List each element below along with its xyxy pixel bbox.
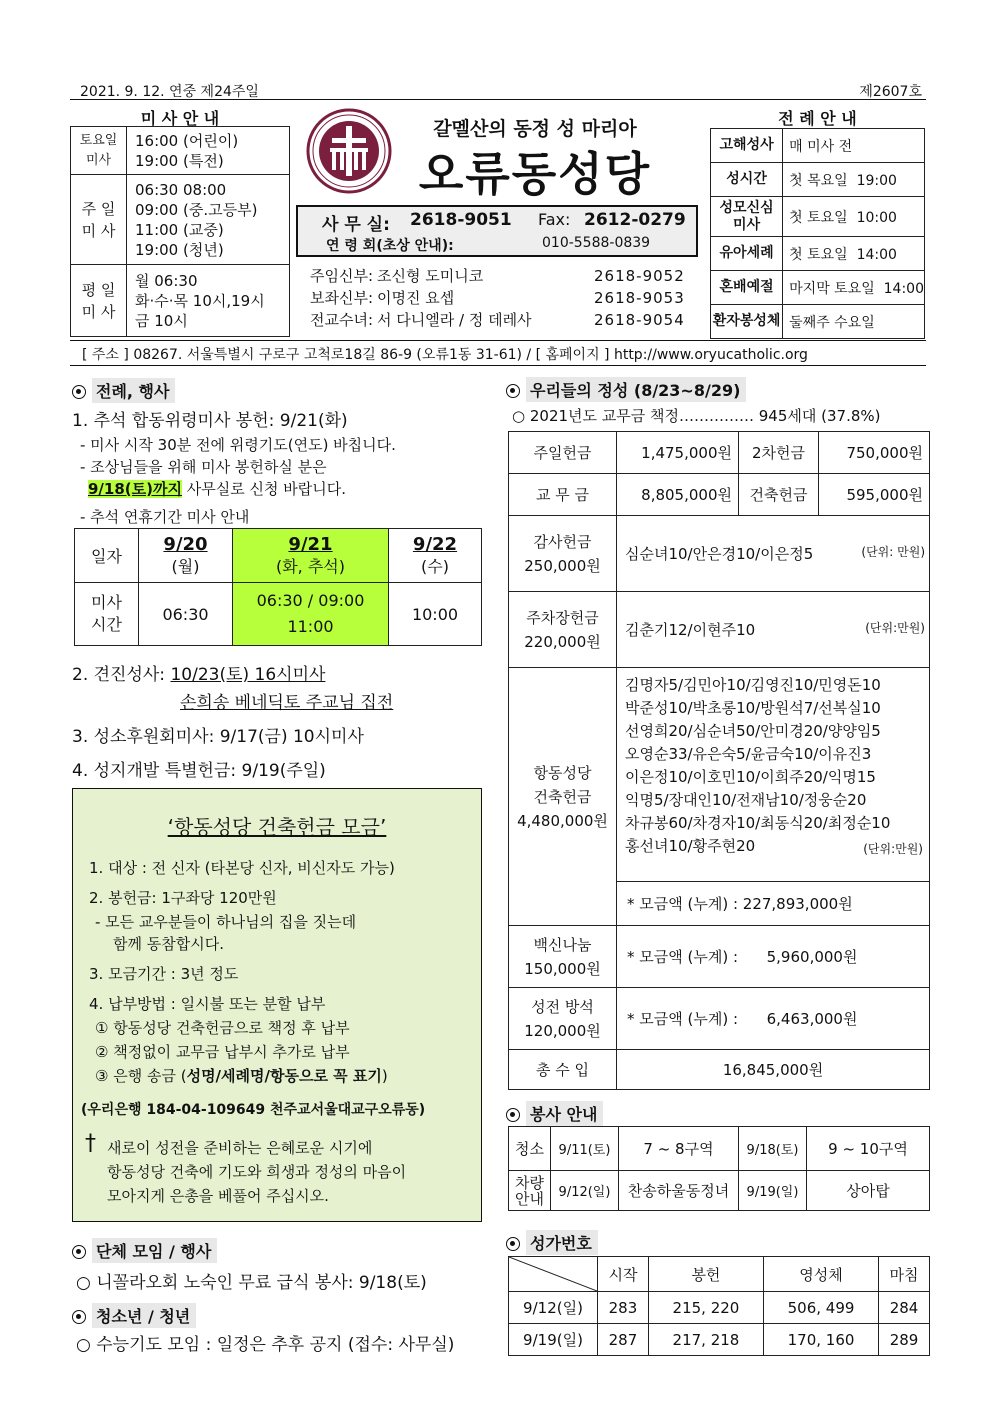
item2: 2. 견진성사: 10/23(토) 16시미사 bbox=[72, 665, 326, 685]
office-phone: 2618-9051 bbox=[410, 210, 512, 230]
chuseok-mass-table bbox=[74, 528, 482, 646]
shrine-value: * 모금액 (누계) : 6,463,000원 bbox=[617, 988, 930, 1050]
mass-times: 16:00 (어린이) 19:00 (특전) bbox=[127, 127, 290, 175]
income-value: 16,845,000원 bbox=[617, 1050, 930, 1090]
box-line: - 모든 교우분들이 하나님의 집을 짓는데 bbox=[95, 913, 357, 931]
mass-label: 주 일 미 사 bbox=[71, 175, 127, 265]
section-title: 봉사 안내 bbox=[526, 1101, 603, 1126]
donor-line: 오영순33/유은숙5/윤금숙10/이유진3 bbox=[625, 745, 872, 763]
chuseok-time: 10:00 bbox=[389, 583, 482, 646]
thanks-value: 심순녀10/안은경10/이은정5 (단위: 만원) bbox=[617, 516, 930, 592]
hymn-corner bbox=[509, 1257, 598, 1292]
mass-label: 평 일 미 사 bbox=[71, 265, 127, 337]
staff-role: 전교수녀: bbox=[310, 311, 374, 329]
office-box bbox=[296, 205, 698, 257]
staff-phone: 2618-9054 bbox=[594, 311, 685, 329]
donor-line: 홍선녀10/황주현20 bbox=[625, 837, 756, 855]
hymn-header: 영성체 bbox=[763, 1257, 878, 1292]
liturgy-label: 유아세례 bbox=[711, 237, 783, 271]
box-title: ‘항동성당 건축헌금 모금’ bbox=[167, 815, 387, 839]
box-line: ③ 은행 송금 (성명/세례명/항동으로 꼭 표기) bbox=[95, 1067, 388, 1085]
item3: 3. 성소후원회미사: 9/17(금) 10시미사 bbox=[72, 727, 364, 747]
section-groups bbox=[72, 1238, 217, 1263]
box-line: 2. 봉헌금: 1구좌당 120만원 bbox=[89, 889, 277, 907]
hymn-number: 287 bbox=[598, 1324, 649, 1356]
staff-row bbox=[310, 309, 705, 331]
service-cell: 찬송하울동정녀 bbox=[619, 1171, 739, 1211]
donor-line: 이은정10/이호민10/이희주20/익명15 bbox=[625, 768, 876, 786]
section-liturgy-events bbox=[72, 378, 175, 403]
fax-number: 2612-0279 bbox=[584, 210, 686, 230]
hymn-header: 마침 bbox=[879, 1257, 930, 1292]
vaccine-value: * 모금액 (누계) : 5,960,000원 bbox=[617, 926, 930, 988]
item1-line3 bbox=[88, 478, 346, 499]
chuseok-day: 9/20 (월) bbox=[139, 529, 233, 583]
liturgy-value: 매 미사 전 bbox=[783, 129, 925, 163]
hymn-header: 시작 bbox=[598, 1257, 649, 1292]
box-line: 1. 대상 : 전 신자 (타본당 신자, 비신자도 가능) bbox=[89, 859, 395, 877]
staff-role: 보좌신부: bbox=[310, 289, 374, 307]
funeral-label: 연 령 회(초상 안내): bbox=[326, 238, 454, 254]
section-offering bbox=[506, 377, 746, 402]
staff-name: 이명진 요셉 bbox=[377, 289, 455, 307]
liturgy-value: 둘째주 수요일 bbox=[783, 305, 925, 339]
item1-line2: - 조상님들을 위해 미사 봉헌하실 분은 bbox=[80, 458, 327, 476]
service-cell: 9/11(토) bbox=[551, 1127, 619, 1171]
parish-subtitle: 갈멜산의 동정 성 마리아 bbox=[433, 118, 637, 140]
bullet-icon bbox=[506, 1108, 520, 1122]
liturgy-label: 성시간 bbox=[711, 163, 783, 197]
address-bar bbox=[70, 340, 926, 366]
date-line bbox=[70, 80, 926, 100]
building-fund-box bbox=[72, 788, 482, 1222]
staff-name: 조신형 도미니코 bbox=[377, 267, 484, 285]
offering-label: 교 무 금 bbox=[509, 474, 617, 516]
box-line: 3. 모금기간 : 3년 정도 bbox=[89, 965, 239, 983]
vaccine-label: 백신나눔 150,000원 bbox=[509, 926, 617, 988]
chuseok-header-label: 일자 bbox=[75, 529, 139, 583]
offering-value: 8,805,000원 bbox=[617, 474, 739, 516]
donor-line: 차규봉60/차경자10/최동식20/최정순10 bbox=[625, 814, 891, 832]
funeral-phone: 010-5588-0839 bbox=[542, 235, 651, 251]
staff-row bbox=[310, 287, 705, 309]
item1-line1: - 미사 시작 30분 전에 위령기도(연도) 바칩니다. bbox=[80, 436, 396, 454]
offering-value: 1,475,000원 bbox=[617, 432, 739, 474]
mass-times: 06:30 08:00 09:00 (중.고등부) 11:00 (교중) 19:00 (청년) bbox=[127, 175, 290, 265]
liturgy-label: 환자봉성체 bbox=[711, 305, 783, 339]
item1-title: 1. 추석 합동위령미사 봉헌: 9/21(화) bbox=[72, 411, 348, 431]
hymn-header: 봉헌 bbox=[648, 1257, 763, 1292]
shrine-label: 성전 방석 120,000원 bbox=[509, 988, 617, 1050]
box-line: ② 책정없이 교무금 납부시 추가로 납부 bbox=[95, 1043, 350, 1061]
hymn-number: 284 bbox=[879, 1292, 930, 1324]
item1-line4: - 추석 연휴기간 미사 안내 bbox=[80, 508, 250, 526]
mass-label: 토요일 미사 bbox=[71, 127, 127, 175]
office-label: 사 무 실: bbox=[322, 215, 390, 235]
service-cell: 9/18(토) bbox=[739, 1127, 807, 1171]
box-line: 4. 납부방법 : 일시불 또는 분할 납부 bbox=[89, 995, 326, 1013]
staff-role: 주임신부: bbox=[310, 267, 374, 285]
fax-label: Fax: bbox=[538, 210, 571, 229]
section-youth bbox=[72, 1303, 196, 1328]
service-cell: 9/12(일) bbox=[551, 1171, 619, 1211]
hymn-number: 170, 160 bbox=[763, 1324, 878, 1356]
box-message: 모아지게 은총을 베풀어 주십시오. bbox=[107, 1187, 329, 1205]
service-cell: 9 ~ 10구역 bbox=[807, 1127, 930, 1171]
parking-value: 김춘기12/이현주10 (단위:만원) bbox=[617, 592, 930, 668]
youth-item: ○ 수능기도 모임 : 일정은 추후 공지 (접수: 사무실) bbox=[76, 1335, 455, 1355]
liturgy-value: 마지막 토요일 14:00 bbox=[783, 271, 925, 305]
mass-times: 월 06:30 화·수·목 10시,19시 금 10시 bbox=[127, 265, 290, 337]
hangdong-total: * 모금액 (누계) : 227,893,000원 bbox=[617, 882, 930, 926]
address-text: [ 주소 ] 08267. 서울특별시 구로구 고척로18길 86-9 (오류1동 31-61) / [ 홈페이지 ] http://www.oryucatholic.org bbox=[82, 347, 808, 363]
section-title: 청소년 / 청년 bbox=[92, 1303, 196, 1328]
liturgy-value: 첫 토요일 10:00 bbox=[783, 197, 925, 237]
groups-item: ○ 니꼴라오회 노숙인 무료 급식 봉사: 9/18(토) bbox=[76, 1273, 427, 1293]
section-title: 우리들의 정성 (8/23~8/29) bbox=[526, 377, 746, 402]
hangdong-donors: 김명자5/김민아10/김영진10/민영돈10 박준성10/박초롱10/방원석7/선복실10 선영희20/심순녀50/안미경20/양양임5 오영순33/유은숙5/윤금숙10/이유진3 이은정10/이호민10/이희주20/익명15 익명5/장대인10/전재남10/정웅순20 차규봉60/차경자10/최동식20/최정순10 홍선녀10/황주현20 (단위:만원) bbox=[617, 668, 930, 882]
hymn-date: 9/12(일) bbox=[509, 1292, 598, 1324]
service-type: 청소 bbox=[509, 1127, 551, 1171]
staff-phone: 2618-9053 bbox=[594, 289, 685, 307]
box-message: 항동성당 건축에 기도와 희생과 정성의 마음이 bbox=[107, 1163, 407, 1181]
chuseok-time: 06:30 / 09:00 11:00 bbox=[233, 583, 389, 646]
hymn-number: 289 bbox=[879, 1324, 930, 1356]
liturgy-label: 혼배예절 bbox=[711, 271, 783, 305]
chuseok-day: 9/22 (수) bbox=[389, 529, 482, 583]
offering-value: 595,000원 bbox=[819, 474, 930, 516]
box-message: 새로이 성전을 준비하는 은혜로운 시기에 bbox=[107, 1139, 373, 1157]
box-line: 함께 동참합시다. bbox=[113, 935, 224, 953]
service-cell: 9/19(일) bbox=[739, 1171, 807, 1211]
cross-icon: † bbox=[85, 1131, 96, 1156]
issue-number: 제2607호 bbox=[859, 84, 922, 100]
liturgy-table bbox=[710, 128, 925, 339]
donor-line: 익명5/장대인10/전재남10/정웅순20 bbox=[625, 791, 867, 809]
box-line: ① 항동성당 건축헌금으로 책정 후 납부 bbox=[95, 1019, 350, 1037]
staff-row bbox=[310, 265, 705, 287]
service-type: 차량 안내 bbox=[509, 1171, 551, 1211]
item4: 4. 성지개발 특별헌금: 9/19(주일) bbox=[72, 761, 326, 781]
section-service bbox=[506, 1101, 603, 1126]
liturgy-value: 첫 목요일 19:00 bbox=[783, 163, 925, 197]
offering-label: 주일헌금 bbox=[509, 432, 617, 474]
section-title: 성가번호 bbox=[526, 1230, 598, 1255]
liturgy-label: 고해성사 bbox=[711, 129, 783, 163]
bullet-icon bbox=[72, 385, 86, 399]
offering-label: 2차헌금 bbox=[739, 432, 819, 474]
hymn-number: 217, 218 bbox=[648, 1324, 763, 1356]
hangdong-label: 항동성당 건축헌금 4,480,000원 bbox=[509, 668, 617, 926]
liturgy-title: 전 례 안 내 bbox=[778, 109, 857, 128]
staff-name: 서 다니엘라 / 정 데레사 bbox=[377, 311, 532, 329]
bullet-icon bbox=[72, 1245, 86, 1259]
offering-value: 750,000원 bbox=[819, 432, 930, 474]
bank-account: (우리은행 184-04-109649 천주교서울대교구오류동) bbox=[81, 1102, 426, 1118]
staff-phone: 2618-9052 bbox=[594, 267, 685, 285]
donor-line: 선영희20/심순녀50/안미경20/양양임5 bbox=[625, 722, 881, 740]
bullet-icon bbox=[72, 1310, 86, 1324]
gyomu-line: ○ 2021년도 교무금 책정…………… 945세대 (37.8%) bbox=[512, 407, 881, 425]
service-cell: 상아탑 bbox=[807, 1171, 930, 1211]
hymn-date: 9/19(일) bbox=[509, 1324, 598, 1356]
section-title: 전례, 행사 bbox=[92, 378, 175, 403]
hymn-table bbox=[508, 1256, 930, 1356]
hymn-number: 506, 499 bbox=[763, 1292, 878, 1324]
hymn-number: 215, 220 bbox=[648, 1292, 763, 1324]
item2-bishop: 손희송 베네딕토 주교님 집전 bbox=[180, 693, 394, 713]
bullet-icon bbox=[506, 384, 520, 398]
hymn-number: 283 bbox=[598, 1292, 649, 1324]
parish-title: 오류동성당 bbox=[418, 147, 652, 201]
income-label: 총 수 입 bbox=[509, 1050, 617, 1090]
section-title: 단체 모임 / 행사 bbox=[92, 1238, 217, 1263]
chuseok-time: 06:30 bbox=[139, 583, 233, 646]
deadline-highlight: 9/18(토)까지 bbox=[88, 480, 182, 498]
section-hymn bbox=[506, 1230, 598, 1255]
bullet-icon bbox=[506, 1237, 520, 1251]
donor-line: 김명자5/김민아10/김영진10/민영돈10 bbox=[625, 676, 881, 694]
mass-title: 미 사 안 내 bbox=[140, 109, 220, 128]
thanks-label: 감사헌금 250,000원 bbox=[509, 516, 617, 592]
offering-label: 건축헌금 bbox=[739, 474, 819, 516]
liturgy-value: 첫 토요일 14:00 bbox=[783, 237, 925, 271]
donor-line: 박준성10/박초롱10/방원석7/선복실10 bbox=[625, 699, 881, 717]
offering-table bbox=[508, 431, 930, 1090]
mass-table bbox=[70, 126, 290, 337]
issue-date: 2021. 9. 12. 연중 제24주일 bbox=[80, 84, 259, 100]
service-cell: 7 ~ 8구역 bbox=[619, 1127, 739, 1171]
liturgy-label: 성모신심 미사 bbox=[711, 197, 783, 237]
chuseok-day-highlight: 9/21 (화, 추석) bbox=[233, 529, 389, 583]
parish-logo bbox=[306, 108, 392, 194]
staff-list bbox=[310, 265, 705, 331]
item1-line3-text: 사무실로 신청 바랍니다. bbox=[181, 480, 346, 498]
service-table bbox=[508, 1126, 930, 1211]
chuseok-time-label: 미사 시간 bbox=[75, 583, 139, 646]
parking-label: 주차장헌금 220,000원 bbox=[509, 592, 617, 668]
